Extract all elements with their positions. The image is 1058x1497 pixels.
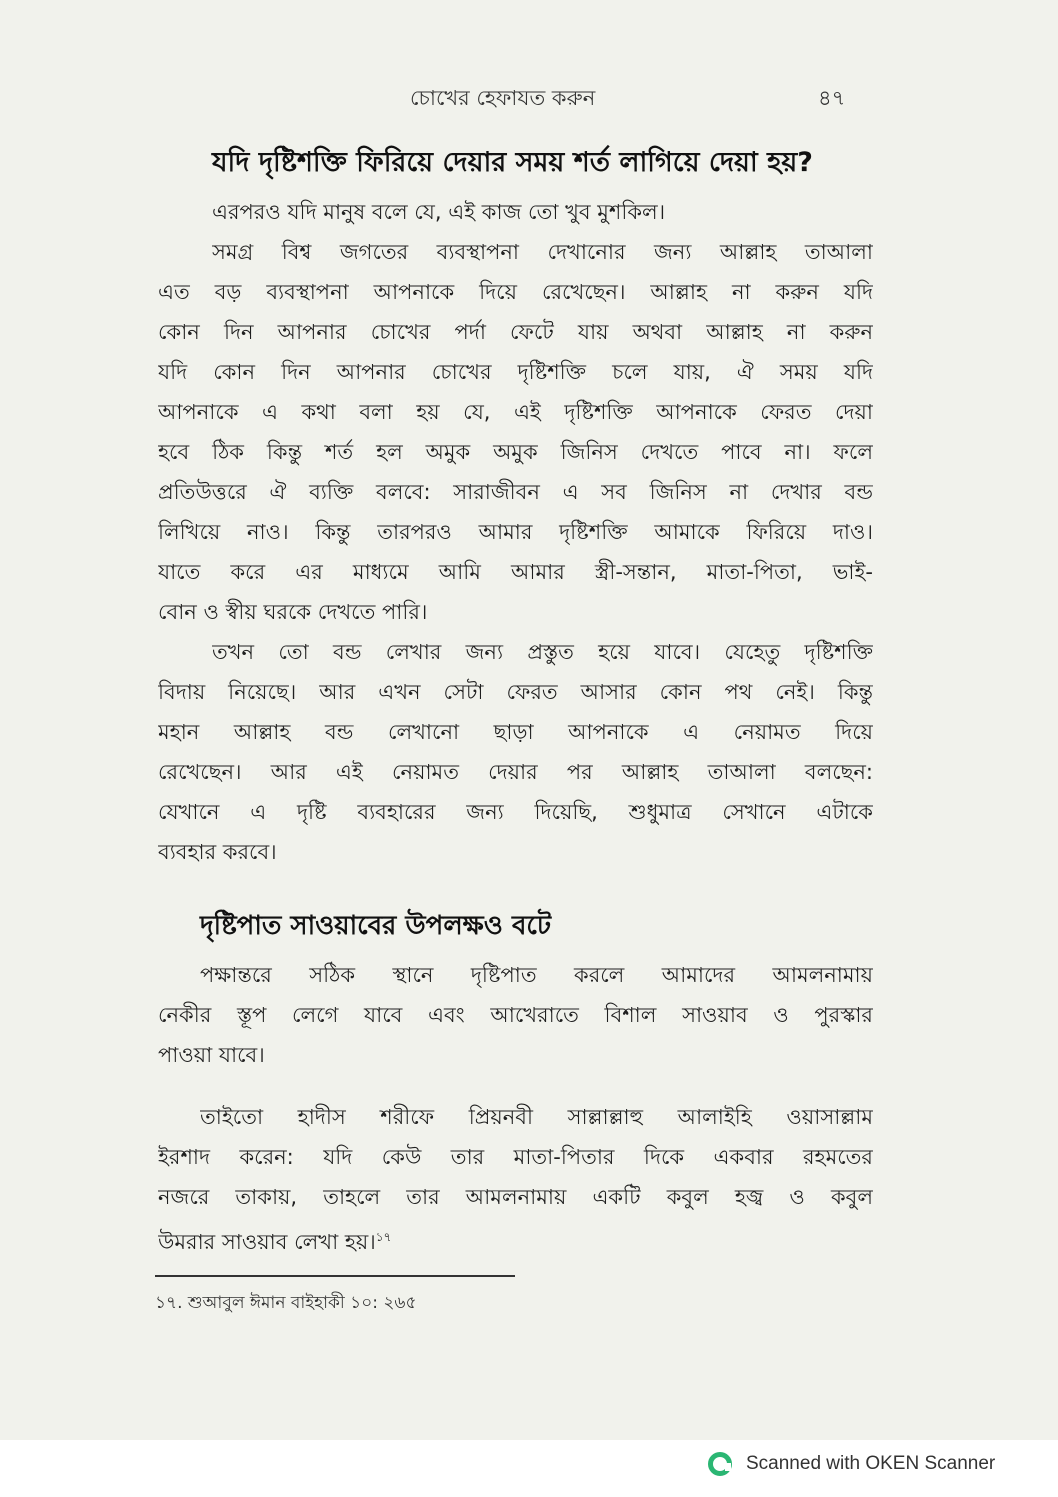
oken-scanner-logo-icon (708, 1452, 732, 1476)
paragraph-line: ইরশাদ করেন: যদি কেউ তার মাতা-পিতার দিকে একবার রহমতের (158, 1145, 873, 1169)
paragraph-line-with-footnote (158, 1217, 391, 1262)
paragraph-line: সমগ্র বিশ্ব জগতের ব্যবস্থাপনা দেখানোর জন্য আল্লাহ তাআলা (212, 240, 873, 264)
footnote-divider (155, 1275, 515, 1277)
paragraph-line: নেকীর স্তূপ লেগে যাবে এবং আখেরাতে বিশাল সাওয়াব ও পুরস্কার (158, 1003, 873, 1027)
paragraph-line: নজরে তাকায়, তাহলে তার আমলনামায় একটি কবুল হজ্ব ও কবুল (158, 1185, 873, 1209)
paragraph-line: আপনাকে এ কথা বলা হয় যে, এই দৃষ্টিশক্তি আপনাকে ফেরত দেয়া (158, 400, 873, 424)
paragraph-line: রেখেছেন। আর এই নেয়ামত দেয়ার পর আল্লাহ তাআলা বলছেন: (158, 760, 873, 784)
paragraph-line: পাওয়া যাবে। (158, 1043, 265, 1067)
paragraph-line: এরপরও যদি মানুষ বলে যে, এই কাজ তো খুব মুশকিল। (212, 200, 666, 224)
paragraph-line: বোন ও স্বীয় ঘরকে দেখতে পারি। (158, 600, 428, 624)
section-heading-sight-condition: যদি দৃষ্টিশক্তি ফিরিয়ে দেয়ার সময় শর্ত লাগিয়ে দেয়া হয়? (212, 147, 813, 178)
footnote-marker: ১৭ (375, 1230, 392, 1244)
paragraph-line: কোন দিন আপনার চোখের পর্দা ফেটে যায় অথবা আল্লাহ না করুন (158, 320, 873, 344)
paragraph-line: ব্যবহার করবে। (158, 840, 277, 864)
paragraph-line: তখন তো বন্ড লেখার জন্য প্রস্তুত হয়ে যাবে। যেহেতু দৃষ্টিশক্তি (212, 640, 873, 664)
paragraph-line: এত বড় ব্যবস্থাপনা আপনাকে দিয়ে রেখেছেন। আল্লাহ না করুন যদি (158, 280, 873, 304)
page-number: ৪৭ (818, 86, 846, 110)
running-title: চোখের হেফাযত করুন (410, 86, 596, 110)
scanner-watermark (708, 1448, 995, 1480)
section-heading-sight-reward: দৃষ্টিপাত সাওয়াবের উপলক্ষও বটে (200, 911, 552, 941)
paragraph-line: প্রতিউত্তরে ঐ ব্যক্তি বলবে: সারাজীবন এ সব জিনিস না দেখার বন্ড (158, 480, 873, 504)
paragraph-line: পক্ষান্তরে সঠিক স্থানে দৃষ্টিপাত করলে আমাদের আমলনামায় (200, 963, 873, 987)
paragraph-line-text: উমরার সাওয়াব লেখা হয়। (158, 1230, 376, 1254)
paragraph-line: লিখিয়ে নাও। কিন্তু তারপরও আমার দৃষ্টিশক্তি আমাকে ফিরিয়ে দাও। (158, 520, 873, 544)
paragraph-line: মহান আল্লাহ বন্ড লেখানো ছাড়া আপনাকে এ নেয়ামত দিয়ে (158, 720, 873, 744)
paragraph-line: বিদায় নিয়েছে। আর এখন সেটা ফেরত আসার কোন পথ নেই। কিন্তু (158, 680, 873, 704)
paragraph-line: যাতে করে এর মাধ্যমে আমি আমার স্ত্রী-সন্তান, মাতা-পিতা, ভাই- (158, 560, 873, 584)
paragraph-line: তাইতো হাদীস শরীফে প্রিয়নবী সাল্লাল্লাহু আলাইহি ওয়াসাল্লাম (200, 1105, 873, 1129)
paragraph-line: যদি কোন দিন আপনার চোখের দৃষ্টিশক্তি চলে যায়, ঐ সময় যদি (158, 360, 873, 384)
paragraph-line: যেখানে এ দৃষ্টি ব্যবহারের জন্য দিয়েছি, শুধুমাত্র সেখানে এটাকে (158, 800, 873, 824)
paragraph-line: হবে ঠিক কিন্তু শর্ত হল অমুক অমুক জিনিস দেখতে পাবে না। ফলে (158, 440, 873, 464)
scanner-watermark-text: Scanned with OKEN Scanner (746, 1453, 996, 1474)
footnote-text: ১৭. শুআবুল ঈমান বাইহাকী ১০: ২৬৫ (155, 1293, 417, 1313)
